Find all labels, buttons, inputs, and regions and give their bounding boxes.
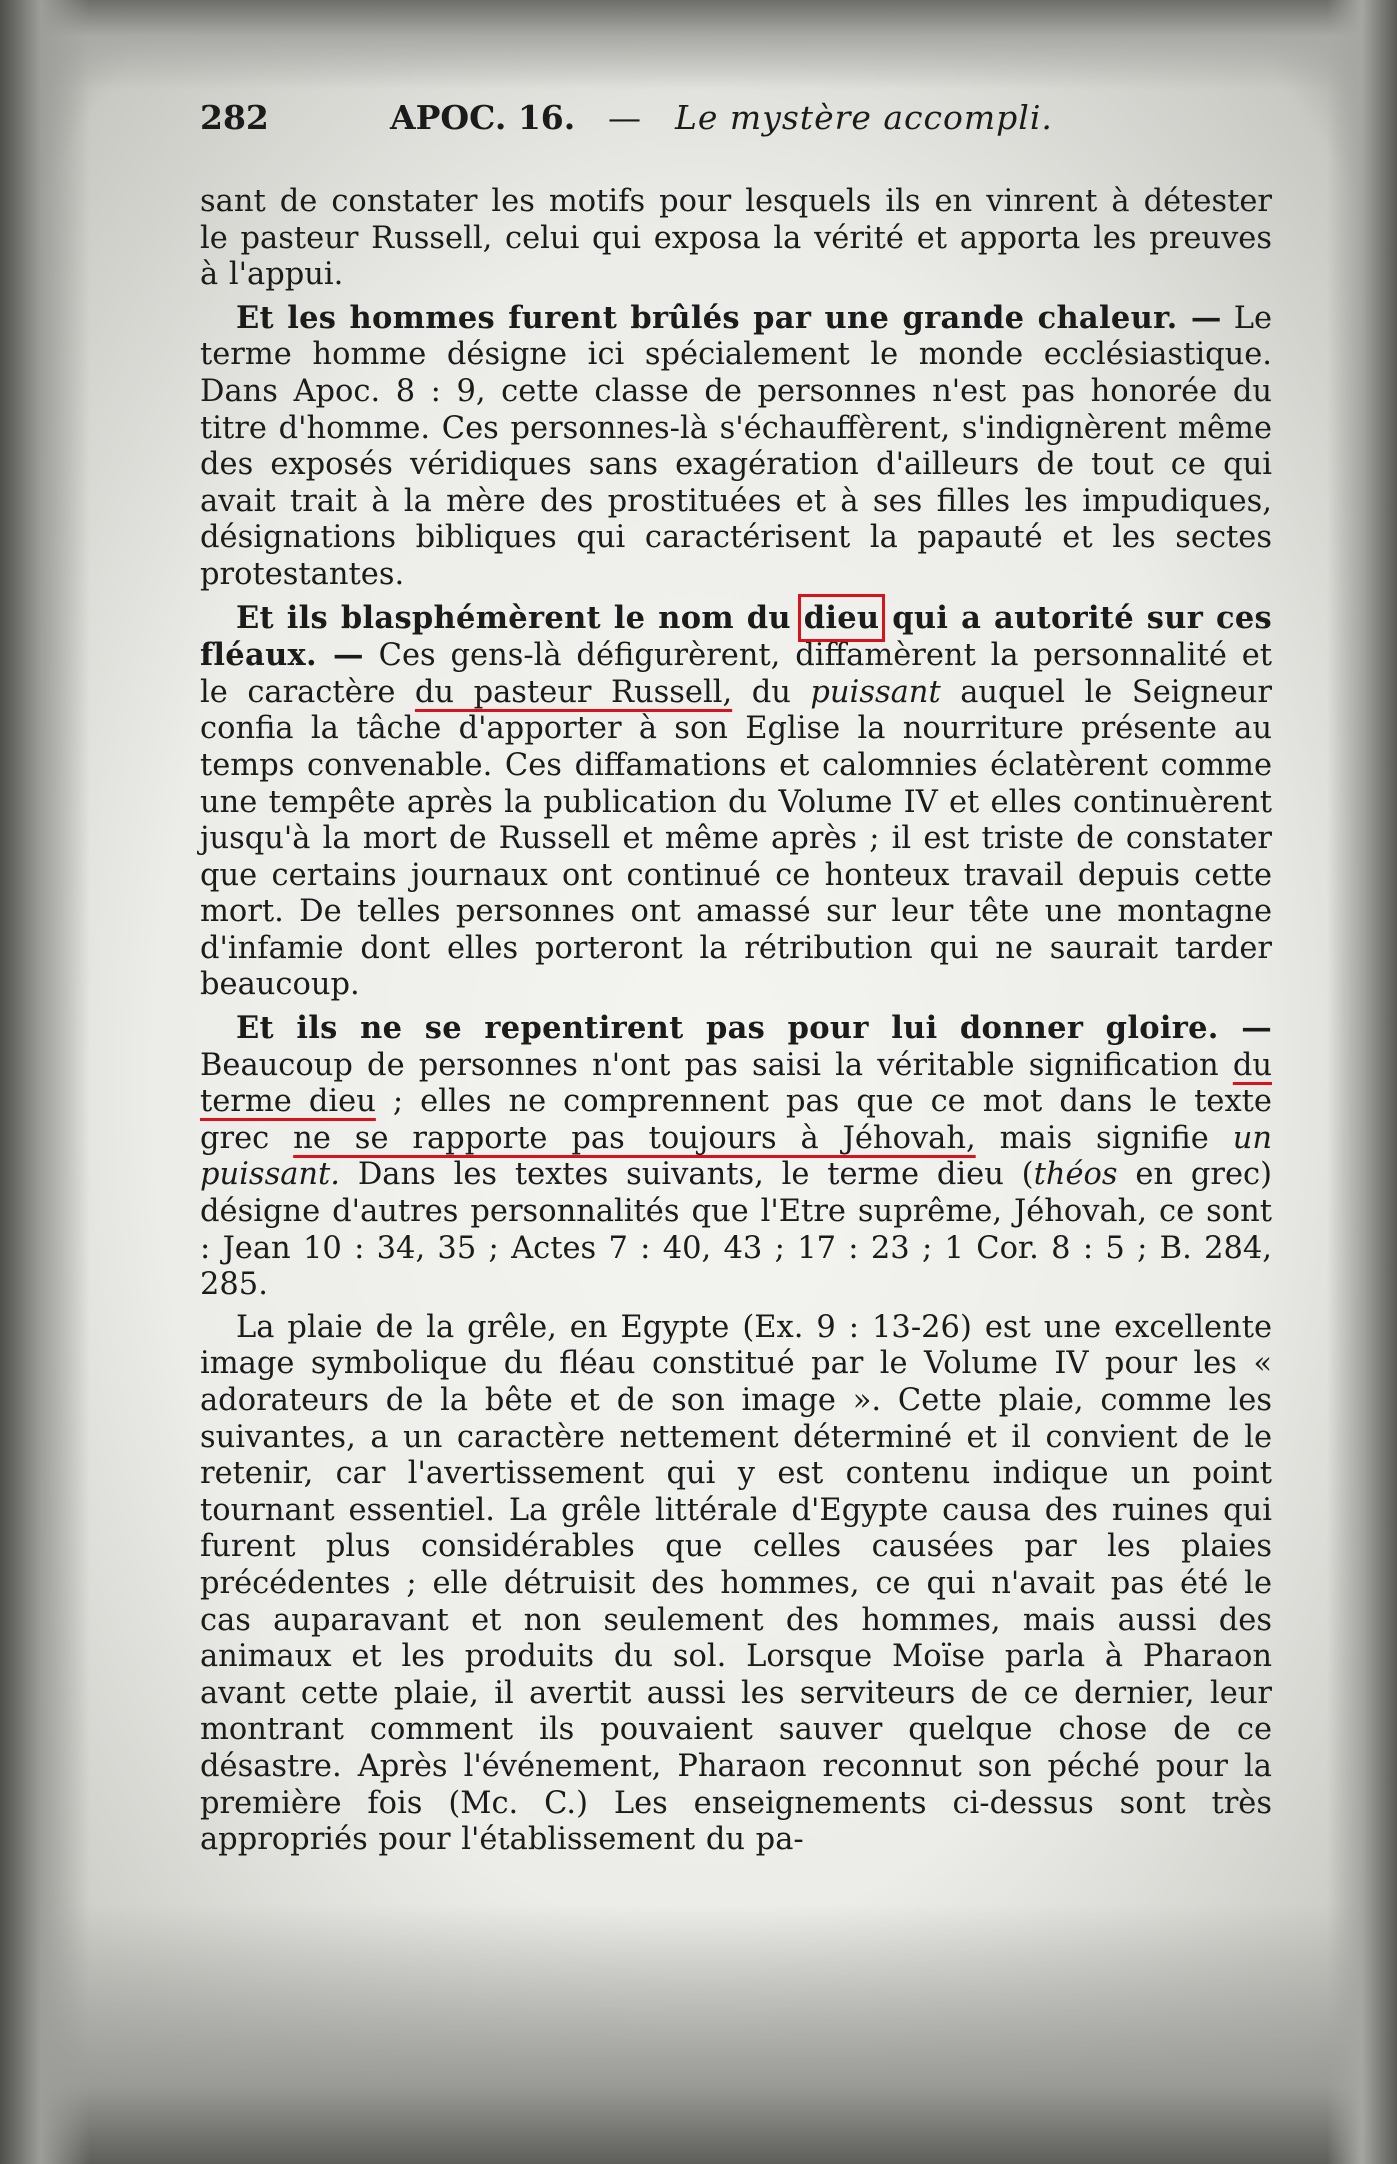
paragraph-4-text-5: en grec) désigne d'autres personnalités que l'Etre suprême, Jéhovah, ce sont : Jean 10 : 34, 35 ; Actes 7 : 40, 43 ; 17 : 23 ; 1 Cor. 8 : 5 ; B. 284, 285. xyxy=(200,1157,1272,1303)
book-reference: APOC. 16. xyxy=(390,98,576,137)
chapter-subtitle: Le mystère accompli. xyxy=(675,98,1053,137)
italic-un-puissant: un puissant. xyxy=(200,1120,1272,1193)
underline-jehovah: ne se rapporte pas toujours à Jéhovah, xyxy=(293,1120,976,1156)
scan-shadow-top xyxy=(0,0,1397,90)
book-page xyxy=(200,98,1272,1865)
paragraph-2-text: Le terme homme désigne ici spécialement le monde ecclésiastique. Dans Apoc. 8 : 9, cette classe de personnes n'est pas honorée du titre d'homme. Ces personnes-là s'échauffèrent, s'indignèrent même des exposés véridiques sans exagération d'ailleurs de tout ce qui avait trait à la mère des prostituées et à ses filles les impudiques, désignations bibliques qui caractérisent la papauté et les sectes protestantes. xyxy=(200,300,1272,592)
scan-shadow-left xyxy=(0,0,90,2164)
italic-puissant: puissant xyxy=(810,674,941,710)
paragraph-3-text-2: du xyxy=(732,674,811,710)
paragraph-4-text-2: ; elles ne comprennent pas que ce mot dans le texte grec xyxy=(200,1084,1272,1156)
paragraph-2-lead: Et les hommes furent brûlés par une grande chaleur. — xyxy=(236,299,1222,336)
paragraph-4-text-3: mais signifie xyxy=(975,1120,1233,1156)
underline-pasteur-russell: du pasteur Russell, xyxy=(414,674,733,710)
highlight-box-dieu: dieu xyxy=(803,599,880,636)
paragraph-4 xyxy=(200,1010,1272,1304)
scan-shadow-right xyxy=(1327,0,1397,2164)
running-head xyxy=(200,98,1272,142)
paragraph-2 xyxy=(200,300,1272,594)
paragraph-4-lead: Et ils ne se repentirent pas pour lui donner gloire. — xyxy=(236,1010,1272,1047)
body-text xyxy=(200,184,1272,1859)
paragraph-1-text: sant de constater les motifs pour lesquels ils en vinrent à détester le pasteur Russell, celui qui exposa la vérité et apporta les preuves à l'appui. xyxy=(200,184,1272,293)
paragraph-3 xyxy=(200,600,1272,1005)
paragraph-3-text-3: auquel le Seigneur confia la tâche d'apporter à son Eglise la nourriture présente au temps convenable. Ces diffamations et calomnies éclatèrent comme une tempête après la publication du Volume IV et elles continuèrent jusqu'à la mort de Russell et même après ; il est triste de constater que certains journaux ont continué ce honteux travail depuis cette mort. De telles personnes ont amassé sur leur tête une montagne d'infamie dont elles porteront la rétribution qui ne saurait tarder beaucoup. xyxy=(200,674,1273,1003)
paragraph-3-lead-a: Et ils blasphémèrent le nom du xyxy=(236,599,804,636)
paragraph-3-text-1: Ces gens-là défigurèrent, diffamèrent la personnalité et le caractère xyxy=(200,638,1273,710)
paragraph-4-text-4: Dans les textes suivants, le terme dieu ( xyxy=(340,1157,1034,1193)
paragraph-1 xyxy=(200,184,1272,294)
paragraph-3-lead-b: qui a autorité sur ces fléaux. — xyxy=(200,599,1272,674)
paragraph-4-text-1: Beaucoup de personnes n'ont pas saisi la véritable signification xyxy=(200,1047,1233,1083)
paragraph-5 xyxy=(200,1310,1272,1859)
header-dash: — xyxy=(608,98,641,137)
underline-terme-dieu: du terme dieu xyxy=(200,1047,1272,1120)
scan-shadow-bottom xyxy=(0,1904,1397,2164)
paragraph-5-text: La plaie de la grêle, en Egypte (Ex. 9 : 13-26) est une excellente image symbolique du fléau constitué par le Volume IV pour les « adorateurs de la bête et de son image ». Cette plaie, comme les suivantes, a un caractère nettement déterminé et il convient de le retenir, car l'avertissement qui y est contenu indique un point tournant essentiel. La grêle littérale d'Egypte causa des ruines qui furent plus considérables que celles causées par les plaies précédentes ; elle détruisit des hommes, ce qui n'avait pas été le cas auparavant et non seulement des hommes, mais aussi des animaux et les produits du sol. Lorsque Moïse parla à Pharaon avant cette plaie, il avertit aussi les serviteurs de ce dernier, leur montrant comment ils pouvaient sauver quelque chose de ce désastre. Après l'événement, Pharaon reconnut son péché pour la première fois (Mc. C.) Les enseignements ci-dessus sont très appropriés pour l'établissement du pa- xyxy=(200,1309,1272,1858)
italic-theos: théos xyxy=(1033,1157,1118,1193)
page-number: 282 xyxy=(200,98,269,137)
